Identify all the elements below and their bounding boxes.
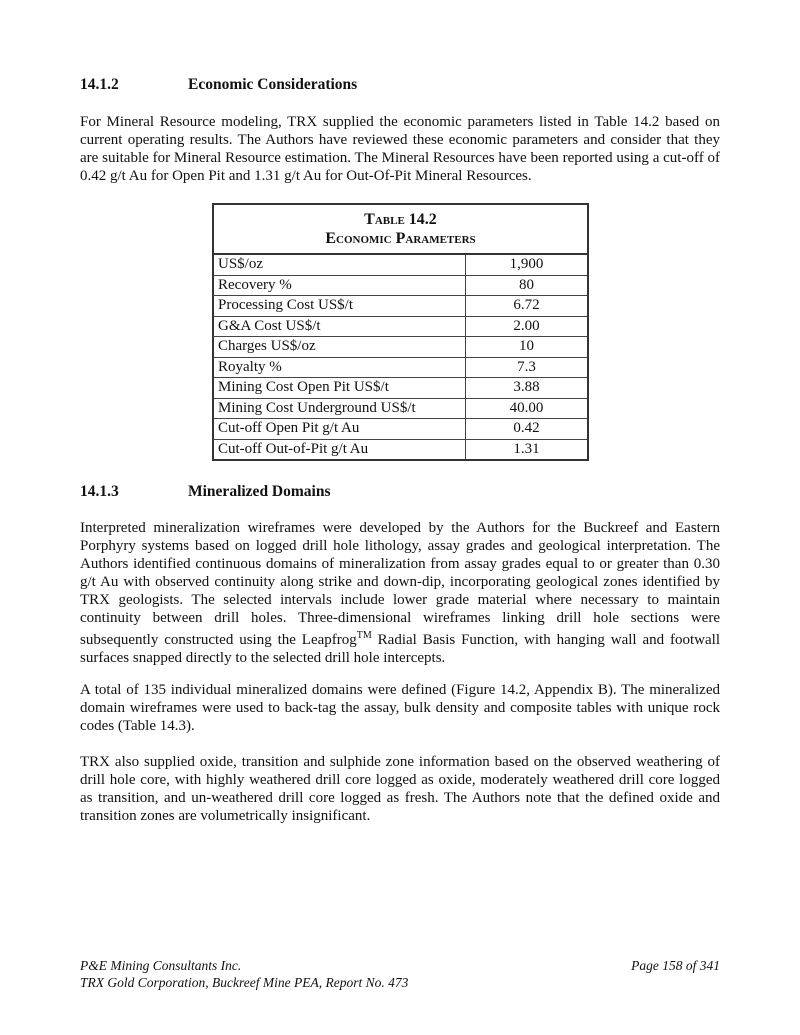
table-row: [213, 275, 588, 296]
param-label: Charges US$/oz: [213, 337, 466, 358]
paragraph-wireframes: Interpreted mineralization wireframes were developed by the Authors for the Buckreef and Eastern Porphyry systems based on logged drill hole lithology, assay grades and geological interpretation. The Authors identified continuous domains of mineralization from assay grades equal to or greater than 0.30 g/t Au with observed continuity along strike and down-dip, incorporating geological zones identified by TRX geologists. The selected intervals include lower grade material where necessary to maintain continuity between drill holes. Three-dimensional wireframes linking drill hole sections were subsequently constructed using the Leapfrog™ Radial Basis Function, with hanging wall and footwall surfaces snapped directly to the selected drill hole intercepts.: [80, 520, 721, 666]
paragraph-economic: For Mineral Resource modeling, TRX supplied the economic parameters listed in Table 14.2 based on current operating results. The Authors have reviewed these economic parameters and consider that they are suitable for Mineral Resource estimation. The Mineral Resources have been reported using a cut-off of 0.42 g/t Au for Open Pit and 1.31 g/t Au for Out-Of-Pit Mineral Resources.: [80, 114, 720, 184]
param-label: Mining Cost Underground US$/t: [213, 398, 466, 419]
param-value: 10: [466, 337, 589, 358]
table-row: [213, 254, 588, 275]
param-label: Royalty %: [213, 357, 466, 378]
param-value: 2.00: [466, 316, 589, 337]
table-row: [213, 296, 588, 317]
param-value: 3.88: [466, 378, 589, 399]
table-row: [213, 337, 588, 358]
param-value: 1,900: [466, 254, 589, 275]
paragraph-oxide: TRX also supplied oxide, transition and sulphide zone information based on the observed weathering of drill hole core, with highly weathered drill core logged as oxide, moderately weathered drill core logged as transition, and un-weathered drill core logged as fresh. The Authors note that the defined oxide and transition zones are volumetrically insignificant.: [80, 754, 720, 824]
section-heading-economic: 14.1.2 Economic Considerations: [80, 76, 358, 93]
page-number: Page 158 of 341: [631, 958, 720, 973]
table-row: [213, 398, 588, 419]
table-row: [213, 378, 588, 399]
table-row: [213, 419, 588, 440]
table-caption: Table 14.2 Economic Parameters: [213, 204, 588, 254]
economic-parameters-table: [212, 203, 589, 461]
footer-left: P&E Mining Consultants Inc. TRX Gold Corporation, Buckreef Mine PEA, Report No. 473: [80, 958, 409, 990]
param-label: Recovery %: [213, 275, 466, 296]
param-value: 80: [466, 275, 589, 296]
table-row: [213, 316, 588, 337]
param-value: 40.00: [466, 398, 589, 419]
param-label: G&A Cost US$/t: [213, 316, 466, 337]
param-label: US$/oz: [213, 254, 466, 275]
param-value: 7.3: [466, 357, 589, 378]
param-label: Cut-off Open Pit g/t Au: [213, 419, 466, 440]
param-value: 0.42: [466, 419, 589, 440]
param-label: Mining Cost Open Pit US$/t: [213, 378, 466, 399]
paragraph-domains: A total of 135 individual mineralized domains were defined (Figure 14.2, Appendix B). The mineralized domain wireframes were used to back-tag the assay, bulk density and composite tables with unique rock codes (Table 14.3).: [80, 682, 720, 734]
param-value: 1.31: [466, 439, 589, 460]
param-label: Processing Cost US$/t: [213, 296, 466, 317]
param-value: 6.72: [466, 296, 589, 317]
section-heading-mineralized: 14.1.3 Mineralized Domains: [80, 483, 331, 500]
table-row: [213, 357, 588, 378]
param-label: Cut-off Out-of-Pit g/t Au: [213, 439, 466, 460]
table-row: [213, 439, 588, 460]
